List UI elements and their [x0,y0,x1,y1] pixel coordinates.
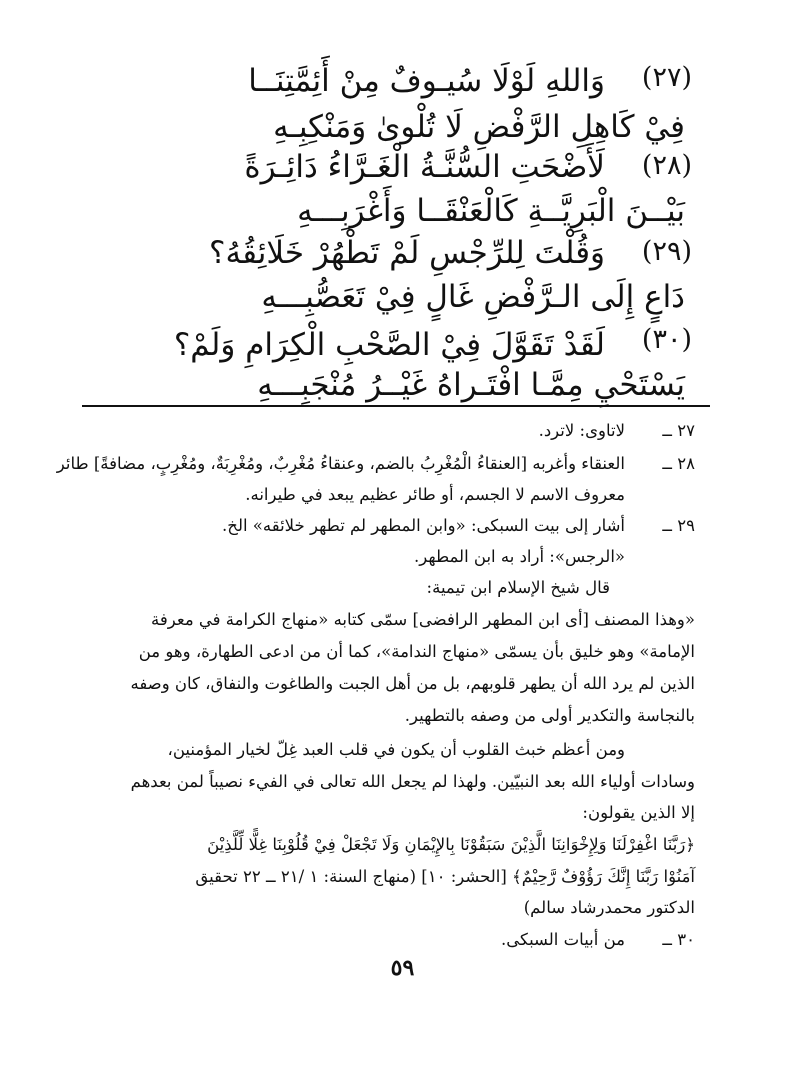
quote-text: آمَنُوْا رَبَّنَا إِنَّكَ رَؤُوْفٌ رَّحِيْمٌ﴾ [الحشر: ١٠] (منهاج السنة: ١ /٢١ ــ ٢٢ تحقيق [195,867,695,886]
verse-line: لَقَدْ تَقَوَّلَ فِيْ الصَّحْبِ الْكِرَامِ وَلَمْ؟ [173,327,605,363]
footnote-separator [82,405,710,407]
page-number: ٥٩ [390,955,415,981]
verse-line: وَاللهِ لَوْلَا سُيـوفٌ مِنْ أَئِمَّتِنَــا [248,63,605,99]
quote-text: وسادات أولياء الله بعد النبيّين. ولهذا لم يجعل الله تعالى في الفيء نصيباً لمن بعدهم [130,772,695,791]
verse-number-29: (٢٩) [641,236,692,267]
footnote-text: «الرجس»: أراد به ابن المطهر. [414,547,625,566]
verse-line: وَقُلْتَ لِلرِّجْسِ لَمْ تَطْهُرْ خَلَائِقُهُ؟ [209,235,605,271]
verse-line: بَيْــنَ الْبَرِيَّــةِ كَالْعَنْقَــا وَأَغْرَبِـــهِ [297,193,685,229]
verse-number-28: (٢٨) [641,150,692,181]
verse-line: فِيْ كَاهِلِ الرَّفْضِ لَا تُلْوىٰ وَمَنْكِبِـهِ [273,109,685,145]
footnote-text: قال شيخ الإسلام ابن تيمية: [426,578,610,597]
verse-line: لَأَضْحَتِ السُّنَّـةُ الْغَـرَّاءُ دَائِـرَةً [244,149,605,185]
verse-line: يَسْتَحْيِ مِمَّـا افْتَـراهُ غَيْــرُ مُنْجَبِـــهِ [257,367,685,403]
footnote-text: لاتاوى: لاترد. [538,421,625,440]
footnote-number: ٣٠ ــ [662,930,695,949]
quran-verse: ﴿رَبَّنَا اغْفِرْلَنَا وَلِإِخْوَانِنَا الَّذِيْنَ سَبَقُوْنَا بِالإِيْمَانِ وَلَا تَجْعَلْ فِيْ قُلُوْبِنَا غِلًّا لِّلَّذِيْنَ [207,835,695,854]
quote-text: الذين لم يرد الله أن يطهر قلوبهم، بل من أهل الجبت والطاغوت والنفاق، كان وصفه [130,674,695,693]
footnote-text: أشار إلى بيت السبكى: «وابن المطهر لم تطهر خلائقه» الخ. [222,516,625,535]
quote-text: بالنجاسة والتكدير أولى من وصفه بالتطهير. [404,706,695,725]
footnote-text: من أبيات السبكى. [500,930,625,949]
quote-text: «وهذا المصنف [أى ابن المطهر الرافضى] سمّى كتابه «منهاج الكرامة في معرفة [151,610,695,629]
footnote-number: ٢٨ ــ [662,454,695,473]
footnote-text: معروف الاسم لا الجسم، أو طائر عظيم يبعد في طيرانه. [245,485,625,504]
footnote-text: العنقاء وأغربه [العنقاءُ الْمُغْرِبُ بالضم، وعنقاءُ مُغْرِبٌ، ومُغْرِبَةٌ، ومُغْرِبٍ، مضافةً] طائر [56,454,625,473]
footnote-number: ٢٧ ــ [662,421,695,440]
quote-text: ومن أعظم خبث القلوب أن يكون في قلب العبد غِلّ لخيار المؤمنين، [167,740,625,759]
quote-text: الإمامة» وهو خليق بأن يسمّى «منهاج الندامة»، كما أن من ادعى الطهارة، وهو من [138,642,695,661]
verse-number-27: (٢٧) [641,62,692,93]
verse-line: دَاعٍ إِلَى الـرَّفْضِ غَالٍ فِيْ تَعَصُّبِـــهِ [261,279,685,315]
verse-number-30: (٣٠) [641,324,692,355]
quote-text: الدكتور محمدرشاد سالم) [523,898,695,917]
footnote-number: ٢٩ ــ [662,516,695,535]
quote-text: إلا الذين يقولون: [582,803,695,822]
